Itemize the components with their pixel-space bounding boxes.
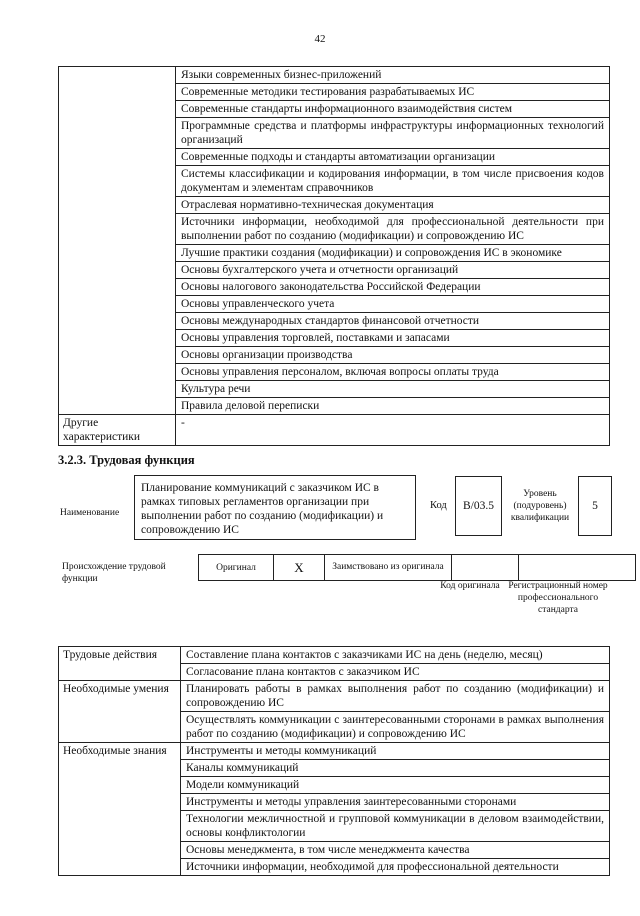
origin-table [198, 554, 636, 581]
labor-action-item: Согласование плана контактов с заказчиком ИС [181, 664, 610, 681]
knowledge-item: Основы менеджмента, в том числе менеджмента качества [181, 842, 610, 859]
knowledge-item: Основы управленческого учета [176, 296, 610, 313]
original-code-cell [452, 555, 519, 581]
knowledge-item: Правила деловой переписки [176, 398, 610, 415]
knowledge-item: Лучшие практики создания (модификации) и сопровождения ИС в экономике [176, 245, 610, 262]
borrowed-label: Заимствовано из оригинала [325, 555, 452, 581]
knowledge-item: Программные средства и платформы инфраструктуры информационных технологий организаций [176, 118, 610, 149]
origin-label: Происхождение трудовой функции [62, 562, 166, 584]
knowledge-item: Каналы коммуникаций [181, 760, 610, 777]
labor-action-item: Составление плана контактов с заказчиками ИС на день (неделю, месяц) [181, 647, 610, 664]
knowledge-item: Источники информации, необходимой для профессиональной деятельности при выполнении работ по созданию (модификации) и сопровождению ИС [176, 214, 610, 245]
knowledge-item: Основы управления торговлей, поставками и запасами [176, 330, 610, 347]
knowledge-item: Основы бухгалтерского учета и отчетности организаций [176, 262, 610, 279]
knowledge-item: Языки современных бизнес-приложений [176, 67, 610, 84]
page-number: 42 [314, 33, 326, 45]
original-label: Оригинал [199, 555, 274, 581]
knowledge-label-empty [59, 67, 176, 415]
knowledge-item: Современные методики тестирования разрабатываемых ИС [176, 84, 610, 101]
function-details-table [58, 646, 610, 876]
knowledge-item: Основы налогового законодательства Российской Федерации [176, 279, 610, 296]
knowledge-item: Основы управления персоналом, включая вопросы оплаты труда [176, 364, 610, 381]
level-value: 5 [578, 476, 612, 536]
required-knowledge-label: Необходимые знания [59, 743, 181, 876]
reg-number-caption: Регистрационный номер профессионального стандарта [508, 581, 608, 615]
original-code-caption: Код оригинала [440, 581, 500, 591]
knowledge-item: Культура речи [176, 381, 610, 398]
knowledge-item: Технологии межличностной и групповой коммуникации в деловом взаимодействии, основы конфликтологии [181, 811, 610, 842]
knowledge-item: Отраслевая нормативно-техническая документация [176, 197, 610, 214]
knowledge-item: Основы международных стандартов финансовой отчетности [176, 313, 610, 330]
section-title: 3.2.3. Трудовая функция [58, 453, 195, 467]
knowledge-item: Модели коммуникаций [181, 777, 610, 794]
knowledge-table-continued [58, 66, 610, 446]
other-characteristics-label: Другие характеристики [59, 415, 176, 446]
labor-actions-label: Трудовые действия [59, 647, 181, 681]
knowledge-item: Системы классификации и кодирования информации, в том числе присвоения кодов документам и элементам справочников [176, 166, 610, 197]
knowledge-item: Современные подходы и стандарты автоматизации организации [176, 149, 610, 166]
knowledge-item: Современные стандарты информационного взаимодействия систем [176, 101, 610, 118]
other-characteristics-value: - [176, 415, 610, 446]
knowledge-item: Инструменты и методы управления заинтересованными сторонами [181, 794, 610, 811]
level-label: Уровень (подуровень) квалификации [510, 489, 570, 523]
function-name-value: Планирование коммуникаций с заказчиком ИС в рамках типовых регламентов организации при выполнении работ по созданию (модификации) и сопровождению ИС [134, 475, 416, 540]
knowledge-item: Основы организации производства [176, 347, 610, 364]
knowledge-item: Инструменты и методы коммуникаций [181, 743, 610, 760]
skill-item: Планировать работы в рамках выполнения работ по созданию (модификации) и сопровождению ИС [181, 681, 610, 712]
skill-item: Осуществлять коммуникации с заинтересованными сторонами в рамках выполнения работ по созданию (модификации) и сопровождению ИС [181, 712, 610, 743]
code-value: B/03.5 [455, 476, 502, 536]
function-name-label: Наименование [60, 508, 120, 518]
original-mark: X [274, 555, 325, 581]
knowledge-item: Источники информации, необходимой для профессиональной деятельности [181, 859, 610, 876]
code-label: Код [430, 500, 447, 511]
reg-number-cell [519, 555, 636, 581]
required-skills-label: Необходимые умения [59, 681, 181, 743]
